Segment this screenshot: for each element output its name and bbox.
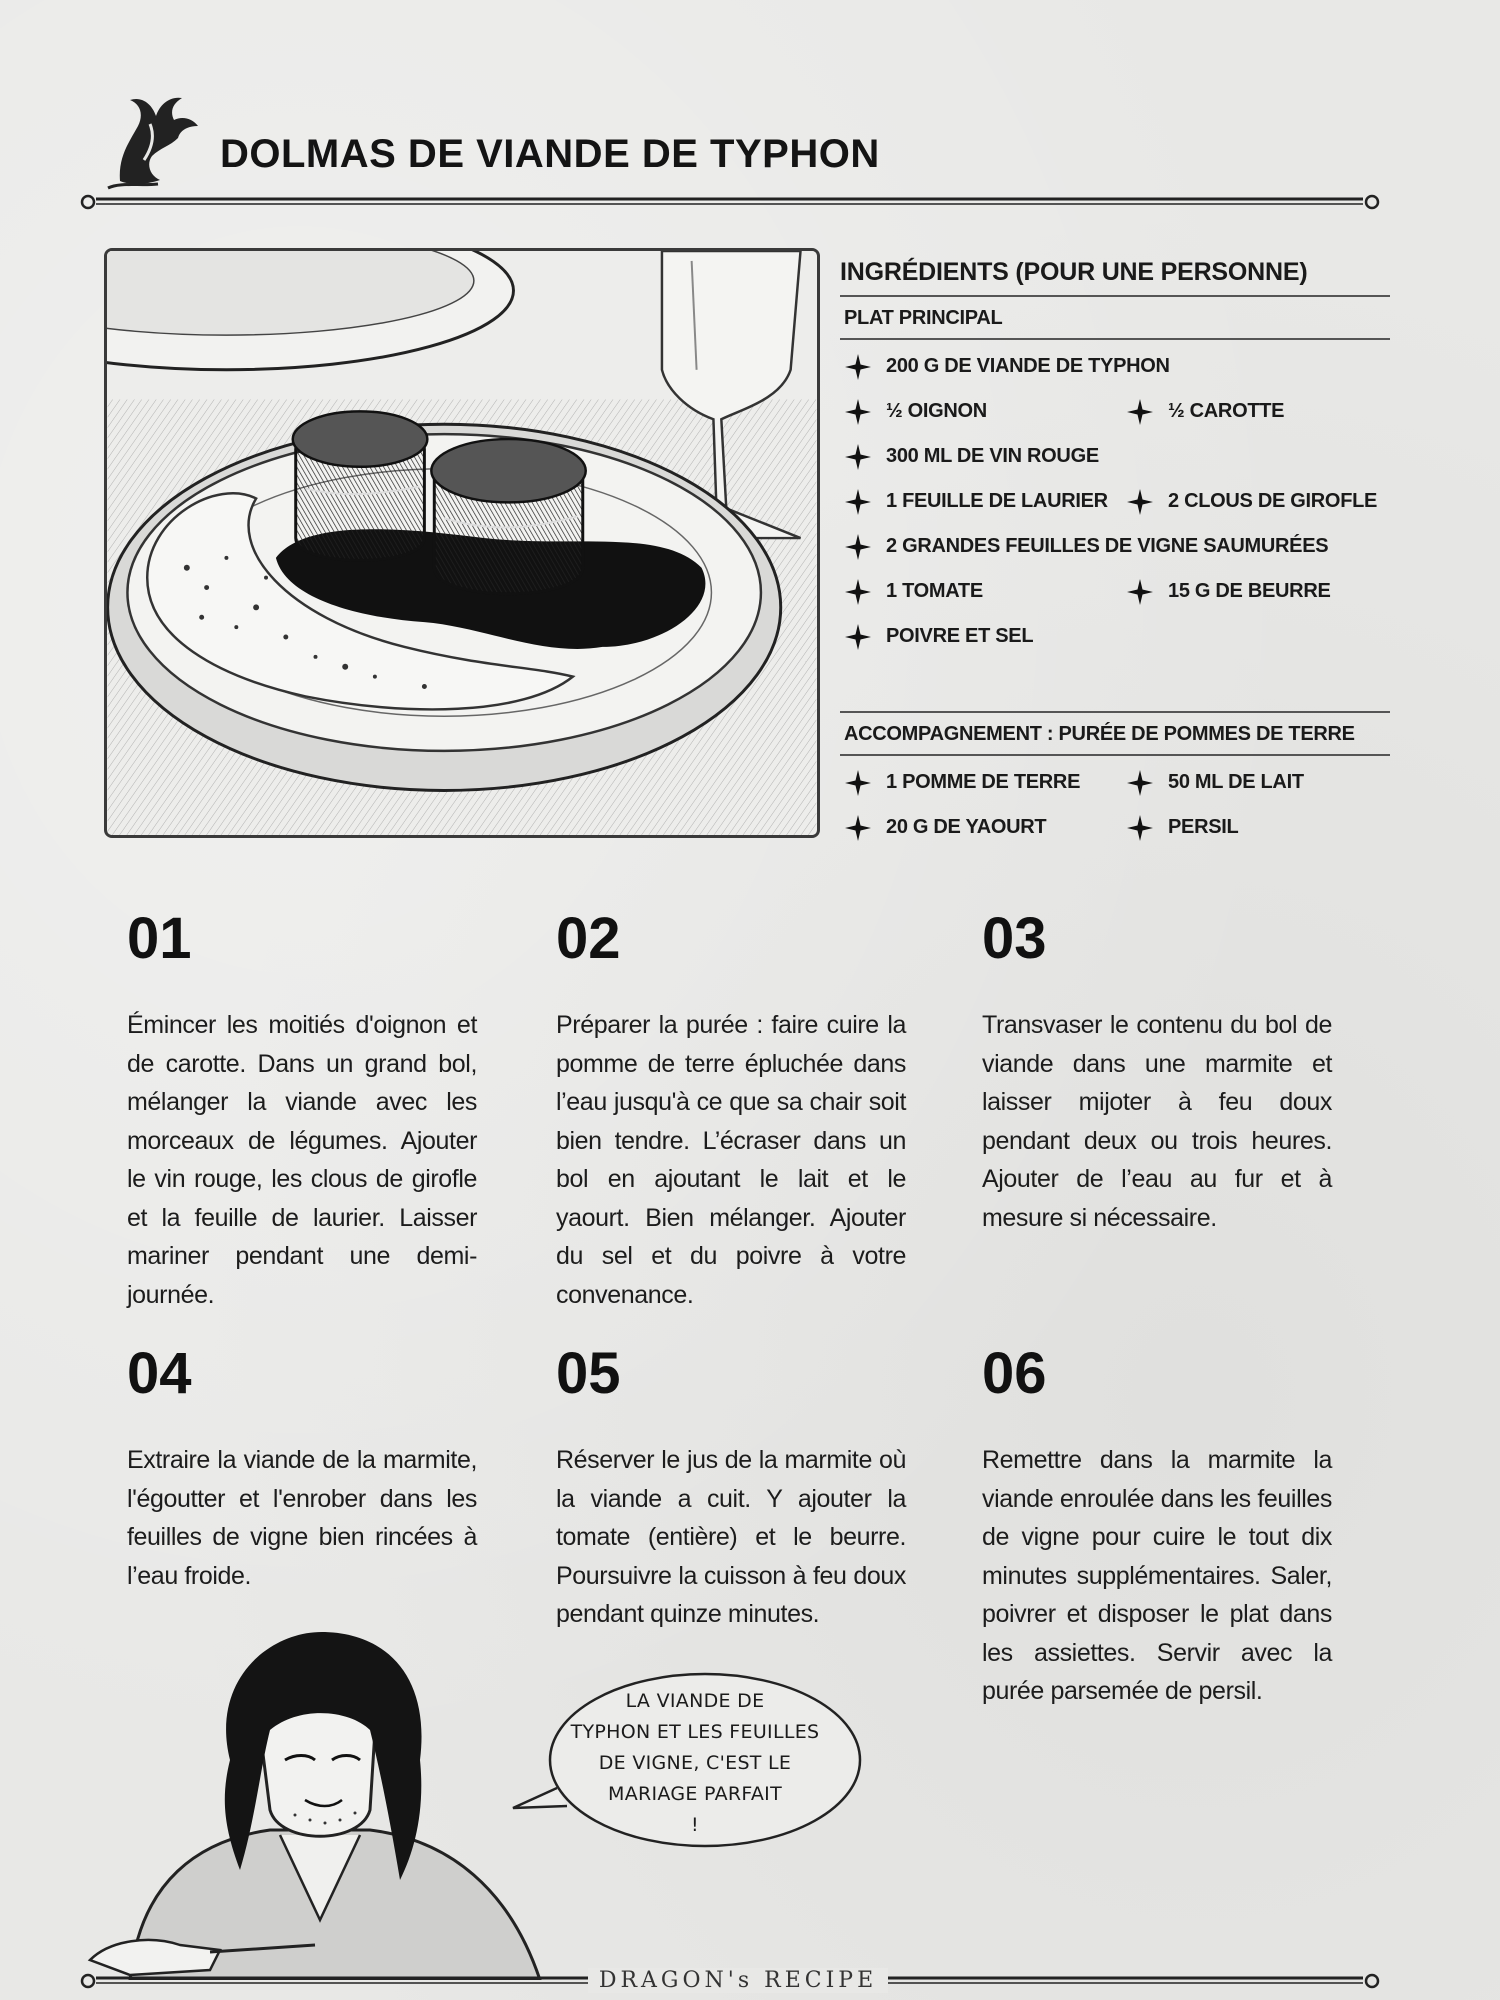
star-bullet-icon — [844, 398, 872, 426]
ingredient-label: 2 CLOUS DE GIROFLE — [1168, 490, 1378, 512]
ingredient-label: ½ CAROTTE — [1168, 400, 1285, 422]
ingredient-item — [1122, 479, 1390, 524]
recipe-step-02 — [556, 906, 906, 1314]
ingredient-label: 50 ML DE LAIT — [1168, 771, 1304, 793]
star-bullet-icon — [844, 533, 872, 561]
ingredient-label: 200 G DE VIANDE DE TYPHON — [886, 355, 1170, 377]
ingredient-item — [840, 389, 1122, 434]
ingredient-item — [840, 805, 1122, 850]
star-bullet-icon — [844, 623, 872, 651]
side-ingredients-list — [840, 756, 1390, 850]
ingredient-item — [840, 569, 1122, 614]
main-course-label: PLAT PRINCIPAL — [840, 297, 1390, 340]
star-bullet-icon — [844, 353, 872, 381]
star-bullet-icon — [844, 814, 872, 842]
step-number: 02 — [556, 906, 621, 971]
ingredient-item — [1122, 569, 1390, 614]
dolmas-plate-drawing — [107, 251, 817, 835]
bubble-line: MARIAGE PARFAIT — [608, 1783, 782, 1805]
star-bullet-icon — [1126, 769, 1154, 797]
star-bullet-icon — [1126, 578, 1154, 606]
ingredient-item — [840, 344, 1390, 389]
recipe-title: DOLMAS DE VIANDE DE TYPHON — [220, 132, 880, 176]
ingredient-label: ½ OIGNON — [886, 400, 987, 422]
ingredient-item — [840, 760, 1122, 805]
star-bullet-icon — [1126, 814, 1154, 842]
ingredients-heading: INGRÉDIENTS (POUR UNE PERSONNE) — [840, 258, 1390, 297]
ingredient-label: 1 TOMATE — [886, 580, 983, 602]
bubble-line: LA VIANDE DE — [625, 1690, 765, 1712]
ingredient-item — [840, 434, 1390, 479]
side-dish-label: ACCOMPAGNEMENT : PURÉE DE POMMES DE TERRE — [840, 711, 1390, 756]
step-text: Émincer les moitiés d'oignon et de carotte. Dans un grand bol, mélanger la viande avec les morceaux de légumes. Ajouter le vin rouge, les clous de girofle et la feuille de laurier. Laisser mariner pendant une demi-journée. — [127, 1011, 477, 1309]
star-bullet-icon — [1126, 398, 1154, 426]
ingredient-item — [1122, 389, 1390, 434]
ingredient-item — [840, 614, 1390, 659]
recipe-step-04 — [127, 1341, 477, 1595]
ingredient-item — [840, 524, 1390, 569]
recipe-step-05 — [556, 1341, 906, 1634]
ingredient-label: PERSIL — [1168, 816, 1239, 838]
main-ingredients-list — [840, 340, 1390, 659]
star-bullet-icon — [844, 443, 872, 471]
ingredient-label: 20 G DE YAOURT — [886, 816, 1047, 838]
dragon-initial-ornament — [100, 86, 210, 196]
step-text: Transvaser le contenu du bol de viande dans une marmite et laisser mijoter à feu doux pendant deux ou trois heures. Ajouter de l’eau au fur et à mesure si nécessaire. — [982, 1011, 1332, 1232]
step-number: 01 — [127, 906, 192, 971]
ingredient-item — [1122, 805, 1390, 850]
ingredient-label: POIVRE ET SEL — [886, 625, 1034, 647]
step-text: Préparer la purée : faire cuire la pomme de terre épluchée dans l’eau jusqu'à ce que sa chair soit bien tendre. L’écraser dans un bol en ajoutant le lait et le yaourt. Bien mélanger. Ajouter du sel et du poivre à votre convenance. — [556, 1011, 906, 1309]
star-bullet-icon — [844, 578, 872, 606]
speech-bubble-text — [550, 1686, 840, 1841]
dish-illustration — [104, 248, 820, 838]
step-text: Remettre dans la marmite la viande enroulée dans les feuilles de vigne pour cuire le tout dix minutes supplémentaires. Saler, poivrer et disposer le plat dans les assiettes. Servir avec la purée parsemée de persil. — [982, 1446, 1332, 1705]
title-underline-rule — [78, 190, 1383, 210]
step-number: 04 — [127, 1341, 192, 1406]
star-bullet-icon — [844, 769, 872, 797]
star-bullet-icon — [844, 488, 872, 516]
ingredient-label: 1 FEUILLE DE LAURIER — [886, 490, 1108, 512]
recipe-step-01 — [127, 906, 477, 1314]
ingredient-label: 2 GRANDES FEUILLES DE VIGNE SAUMURÉES — [886, 535, 1329, 557]
recipe-step-03 — [982, 906, 1332, 1237]
ingredient-label: 1 POMME DE TERRE — [886, 771, 1081, 793]
ingredient-item — [1122, 760, 1390, 805]
bubble-line: DE VIGNE, C'EST LE — [598, 1752, 792, 1774]
ingredient-item — [840, 479, 1122, 524]
bubble-line: ! — [691, 1814, 699, 1836]
star-bullet-icon — [1126, 488, 1154, 516]
recipe-header — [78, 86, 1383, 216]
step-number: 03 — [982, 906, 1047, 971]
footer-series-title: DRAGON's RECIPE — [588, 1968, 888, 1993]
step-number: 06 — [982, 1341, 1047, 1406]
step-text: Extraire la viande de la marmite, l'égoutter et l'enrober dans les feuilles de vigne bien rincées à l’eau froide. — [127, 1446, 477, 1590]
step-text: Réserver le jus de la marmite où la viande a cuit. Y ajouter la tomate (entière) et le beurre. Poursuivre la cuisson à feu doux pendant quinze minutes. — [556, 1446, 906, 1628]
ingredient-label: 15 G DE BEURRE — [1168, 580, 1331, 602]
ingredients-panel — [840, 258, 1390, 850]
bubble-line: TYPHON ET LES FEUILLES — [570, 1721, 820, 1743]
step-number: 05 — [556, 1341, 621, 1406]
ingredient-label: 300 ML DE VIN ROUGE — [886, 445, 1099, 467]
recipe-step-06 — [982, 1341, 1332, 1711]
